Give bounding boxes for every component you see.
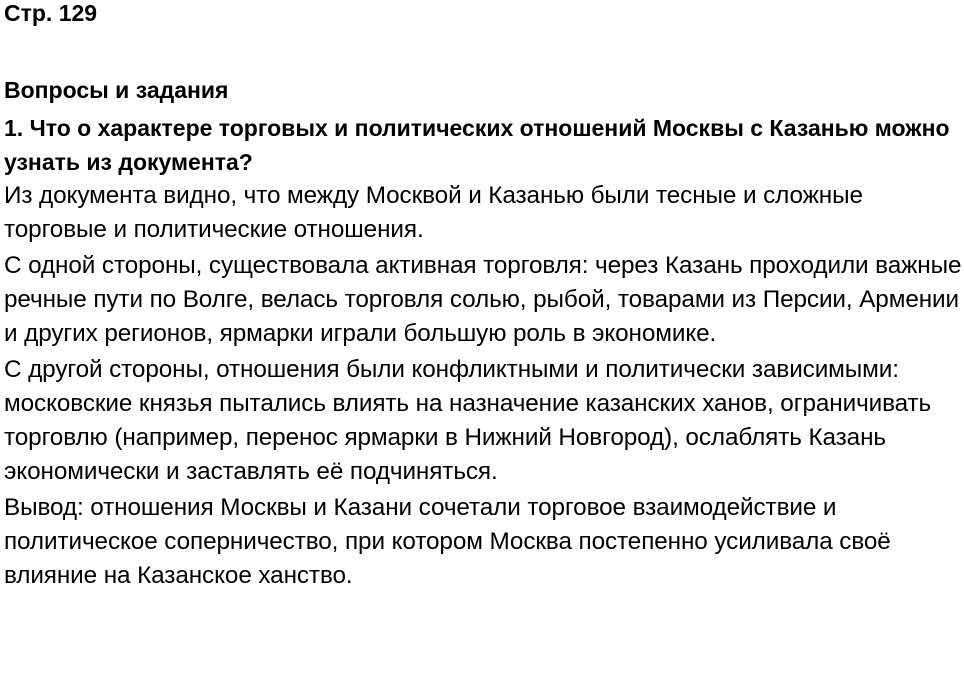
answer-paragraph: С одной стороны, существовала активная торговля: через Казань проходили важные речные пути по Волге, велась торговля солью, рыбой, товарами из Персии, Армении и других регионов, ярмарки играли большую роль в экономике. [4, 252, 962, 347]
section-title: Вопросы и задания [4, 77, 229, 103]
document-page [4, 0, 962, 593]
answer-paragraph: Из документа видно, что между Москвой и Казанью были тесные и сложные торговые и политические отношения. [4, 182, 863, 243]
page-number: Стр. 129 [4, 0, 98, 26]
answer-paragraph: С другой стороны, отношения были конфликтными и политически зависимыми: московские князья пытались влиять на назначение казанских ханов, ограничивать торговлю (например, перенос ярмарки в Нижний Новгород), ослаблять Казань экономически и заставлять её подчиняться. [4, 356, 932, 485]
answer-paragraph: Вывод: отношения Москвы и Казани сочетали торговое взаимодействие и политическое соперничество, при котором Москва постепенно усиливала своё влияние на Казанское ханство. [4, 494, 891, 589]
answer-block [4, 179, 962, 593]
question-text: 1. Что о характере торговых и политических отношений Москвы с Казанью можно узнать из документа? [4, 115, 950, 175]
